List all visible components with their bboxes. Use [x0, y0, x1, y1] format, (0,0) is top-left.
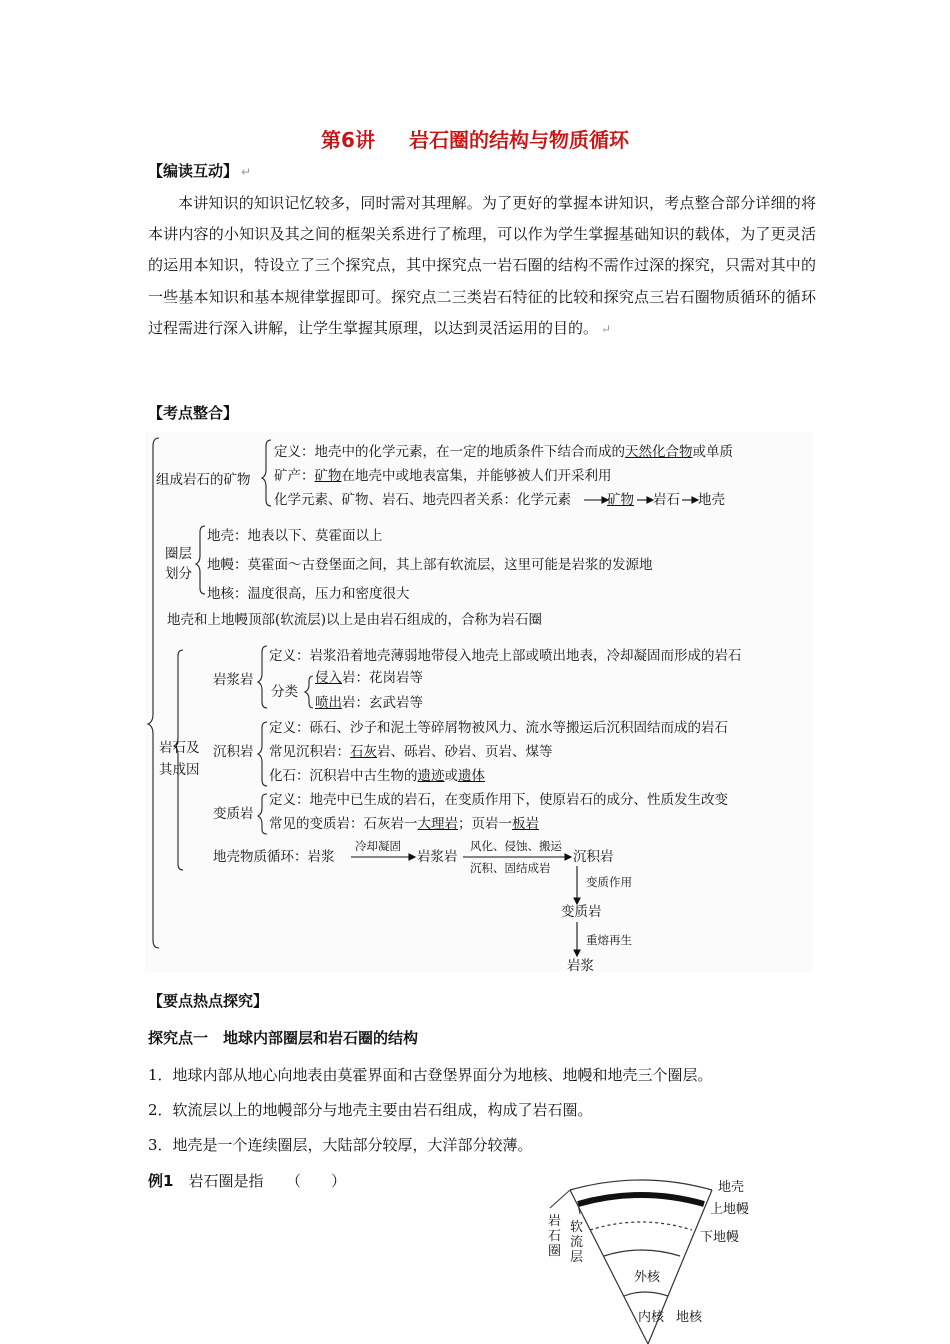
section-heading-intro: 【编读互动】 ↵: [148, 162, 252, 180]
label-lithosphere: 岩石圈: [548, 1214, 562, 1259]
metamorphic-label: 变质岩: [213, 806, 254, 822]
section-heading-summary: 【考点整合】: [148, 404, 239, 422]
mineral-relation-rock: 岩石: [653, 492, 680, 508]
mineral-group-label: 组成岩石的矿物: [156, 472, 251, 488]
point-3: 3．地壳是一个连续圈层，大陆部分较厚，大洋部分较薄。: [148, 1136, 533, 1154]
example-question: 例1 岩石圈是指 （ ）: [148, 1172, 346, 1190]
label-upper-mantle: 上地幔: [710, 1202, 750, 1217]
lecture-topic: 岩石圈的结构与物质循环: [408, 128, 629, 152]
rock-group-label-2: 其成因: [159, 762, 200, 778]
label-asthenosphere: 软流层: [570, 1220, 584, 1265]
sedimentary-label: 沉积岩: [213, 744, 254, 760]
return-mark-icon: ↵: [241, 165, 252, 179]
igneous-class-label: 分类: [271, 684, 298, 700]
point-1: 1．地球内部从地心向地表由莫霍界面和古登堡界面分为地核、地幔和地壳三个圈层。: [148, 1066, 713, 1084]
layer-core: 地核：温度很高，压力和密度很大: [207, 586, 410, 602]
cycle-arrow-deposition: 沉积、固结成岩: [470, 861, 551, 875]
page-title: [0, 124, 950, 153]
mineral-definition: 定义：地壳中的化学元素，在一定的地质条件下结合而成的天然化合物或单质: [274, 444, 733, 460]
layer-crust: 地壳：地表以下、莫霍面以上: [207, 528, 383, 544]
earth-layer-figure: [540, 1168, 780, 1344]
cycle-magma: 岩浆: [567, 958, 594, 974]
igneous-intrusive: 侵入岩：花岗岩等: [315, 670, 423, 686]
label-lower-mantle: 下地幔: [700, 1230, 740, 1245]
cycle-metamorphic: 变质岩: [561, 904, 602, 920]
layer-group-label-2: 划分: [165, 566, 192, 582]
label-core: 地核: [676, 1310, 703, 1325]
section-heading-probe: 【要点热点探究】: [148, 992, 269, 1010]
cycle-arrow-weathering: 风化、侵蚀、搬运: [470, 839, 562, 853]
diagram-braces: [145, 432, 813, 972]
point-2: 2．软流层以上的地幔部分与地壳主要由岩石组成，构成了岩石圈。: [148, 1101, 593, 1119]
return-mark-icon: ↵: [601, 321, 612, 336]
cycle-igneous: 岩浆岩: [417, 849, 458, 865]
sedimentary-definition: 定义：砾石、沙子和泥土等碎屑物被风力、流水等搬运后沉积固结而成的岩石: [269, 720, 728, 736]
cycle-arrow-remelting: 重熔再生: [586, 933, 632, 947]
label-crust: 地壳: [718, 1180, 745, 1195]
rock-group-label-1: 岩石及: [159, 740, 200, 756]
layer-mantle: 地幔：莫霍面～古登堡面之间，其上部有软流层，这里可能是岩浆的发源地: [207, 557, 653, 573]
igneous-definition: 定义：岩浆沿着地壳薄弱地带侵入地壳上部或喷出地表，冷却凝固而形成的岩石: [269, 648, 742, 664]
metamorphic-definition: 定义：地壳中已生成的岩石，在变质作用下，使原岩石的成分、性质发生改变: [269, 792, 728, 808]
metamorphic-common: 常见的变质岩：石灰岩一大理岩；页岩一板岩: [269, 816, 539, 832]
igneous-label: 岩浆岩: [213, 672, 254, 688]
intro-paragraph: 本讲知识的知识记忆较多，同时需对其理解。为了更好的掌握本讲知识，考点整合部分详细的将本讲内容的小知识及其之间的框架关系进行了梳理，可以作为学生掌握基础知识的载体，为了更灵活的运用本知识，特设立了三个探究点，其中探究点一岩石圈的结构不需作过深的探究，只需对其中的一些基本知识和基本规律掌握即可。探究点二三类岩石特征的比较和探究点三岩石圈物质循环的循环过程需进行深入讲解，让学生掌握其原理，以达到灵活运用的目的。 ↵: [148, 194, 816, 337]
cycle-label: 地壳物质循环：岩浆: [213, 849, 335, 865]
igneous-extrusive: 喷出岩：玄武岩等: [315, 695, 423, 711]
label-outer-core: 外核: [634, 1270, 661, 1285]
probe-title: 探究点一 地球内部圈层和岩石圈的结构: [148, 1029, 419, 1047]
cycle-arrow-metamorphism: 变质作用: [586, 875, 632, 889]
lithosphere-definition: 地壳和上地幔顶部(软流层)以上是由岩石组成的，合称为岩石圈: [167, 612, 543, 628]
label-inner-core: 内核: [638, 1310, 665, 1325]
lecture-number: 第6讲: [321, 128, 375, 152]
mineral-relation-mineral: 矿物: [607, 492, 634, 508]
mineral-relation-crust: 地壳: [698, 492, 725, 508]
sedimentary-common: 常见沉积岩：石灰岩、砾岩、砂岩、页岩、煤等: [269, 744, 553, 760]
cycle-sedimentary: 沉积岩: [573, 849, 614, 865]
mineral-ore: 矿产：矿物在地壳中或地表富集，并能够被人们开采利用: [274, 468, 612, 484]
cycle-arrow-cooling: 冷却凝固: [355, 839, 401, 853]
layer-group-label-1: 圈层: [165, 546, 192, 562]
sedimentary-fossil: 化石：沉积岩中古生物的遗迹或遗体: [269, 768, 485, 784]
concept-diagram: [145, 432, 813, 972]
mineral-relation-text: 化学元素、矿物、岩石、地壳四者关系：化学元素: [274, 492, 571, 508]
